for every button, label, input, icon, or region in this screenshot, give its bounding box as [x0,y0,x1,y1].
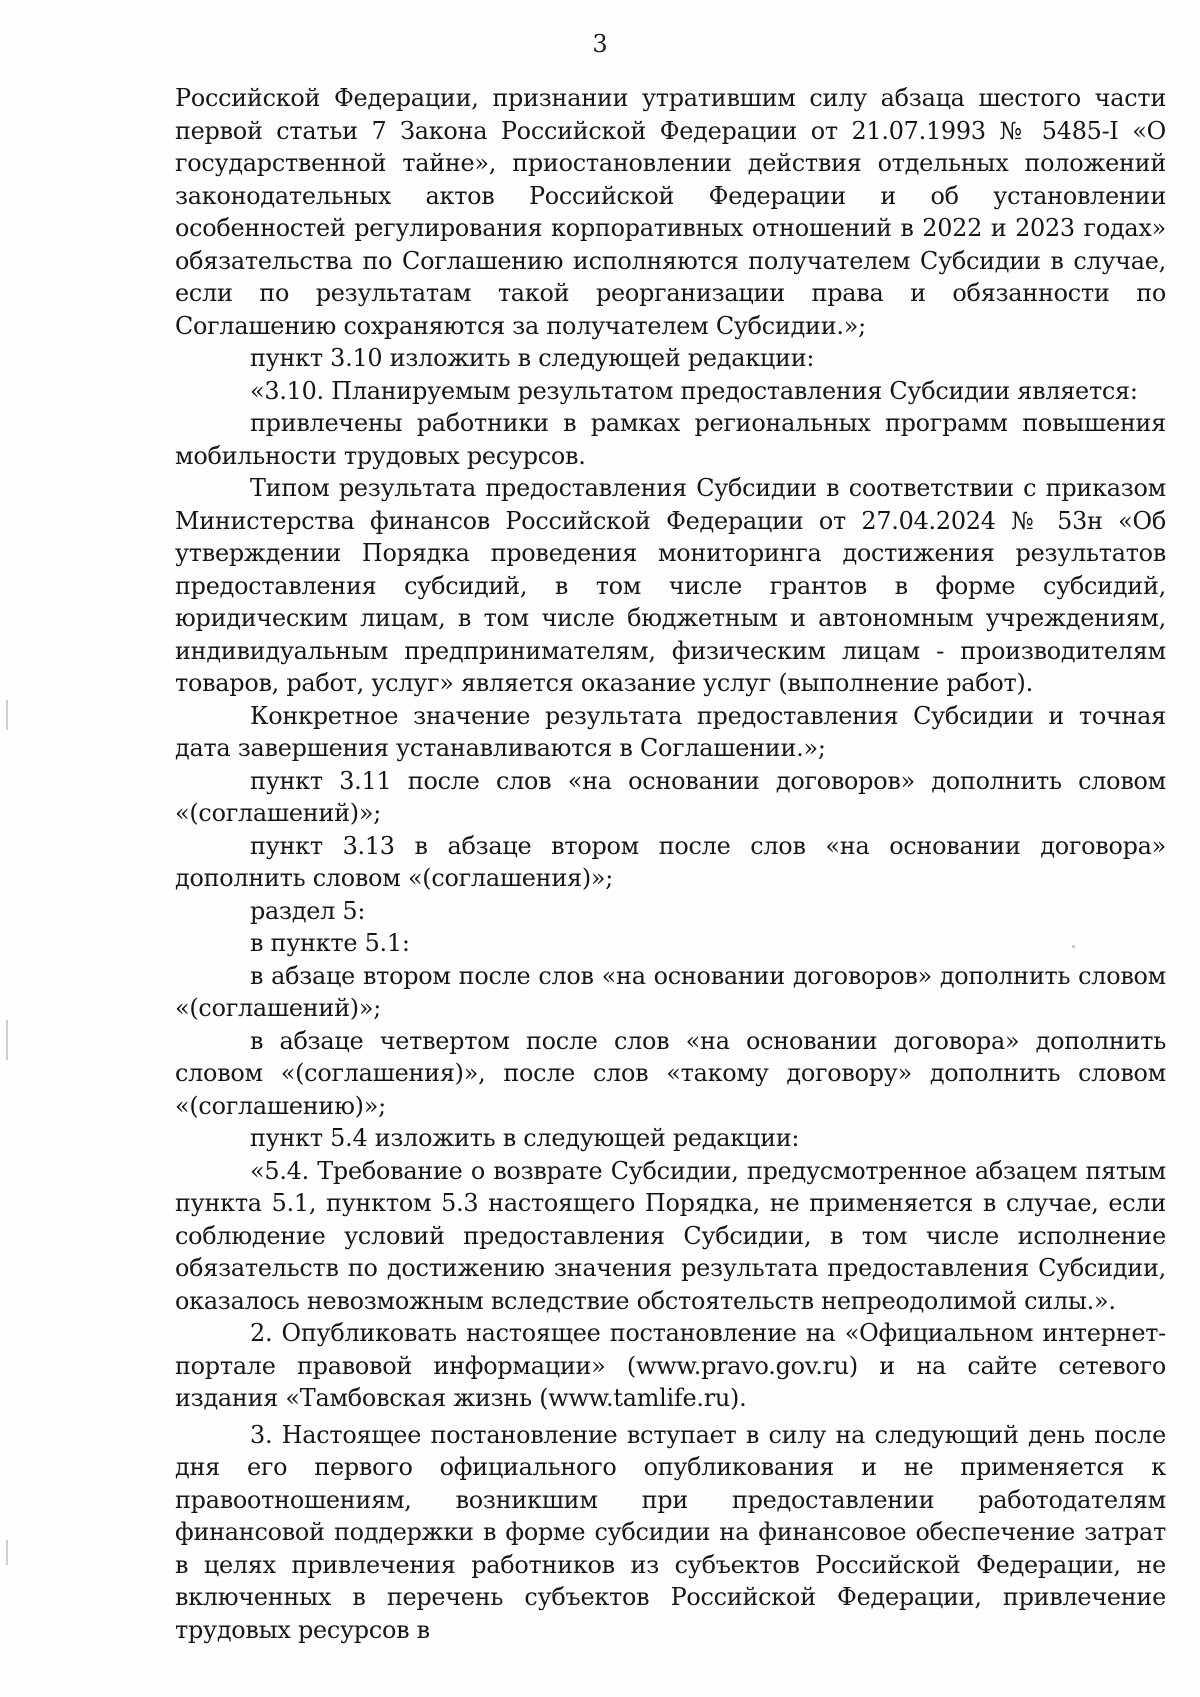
paragraph-13: пункт 5.4 изложить в следующей редакции: [250,1124,800,1152]
paragraph-8: пункт 3.13 в абзаце втором после слов «на основании договора» дополнить словом «(соглашения)»; [175,831,1166,892]
paragraph-2: пункт 3.10 изложить в следующей редакции: [250,344,815,372]
paragraph-14: «5.4. Требование о возврате Субсидии, предусмотренное абзацем пятым пункта 5.1, пунктом 5.3 настоящего Порядка, не применяется в случае, если соблюдение условий предоставления Субсидии, в том числе исполнение обязательств по достижению значения результата предоставления Субсидии, оказалось невозможным вследствие обстоятельств непреодолимой силы.». [175,1156,1166,1315]
paragraph-10: в пункте 5.1: [250,929,410,957]
paragraph-9: раздел 5: [250,896,366,925]
paragraph-16: 3. Настоящее постановление вступает в силу на следующий день после дня его первого официального опубликования и не применяется к правоотношениям, возникшим при предоставлении работодателям финансовой поддержки в форме субсидии на финансовое обеспечение затрат в целях привлечения работников из субъектов Российской Федерации, не включенных в перечень субъектов Российской Федерации, привлечение трудовых ресурсов в [175,1420,1166,1644]
scan-edge-mark [6,1020,8,1060]
scan-edge-marks [0,0,12,1697]
paragraph-4: привлечены работники в рамках региональных программ повышения мобильности трудовых ресурсов. [175,409,1166,470]
paragraph-15: 2. Опубликовать настоящее постановление на «Официальном интернет-портале правовой информации» (www.pravo.gov.ru) и на сайте сетевого издания «Тамбовская жизнь (www.tamlife.ru). [175,1319,1166,1412]
paragraph-7: пункт 3.11 после слов «на основании договоров» дополнить словом «(соглашений)»; [175,766,1166,827]
paragraph-1: Российской Федерации, признании утратившим силу абзаца шестого части первой статьи 7 Закона Российской Федерации от 21.07.1993 № 5485-I «О государственной тайне», приостановлении действия отдельных положений законодательных актов Российской Федерации и об установлении особенностей регулирования корпоративных отношений в 2022 и 2023 годах» обязательства по Соглашению исполняются получателем Субсидии в случае, если по результатам такой реорганизации права и обязанности по Соглашению сохраняются за получателем Субсидии.»; [175,84,1166,340]
paragraph-12: в абзаце четвертом после слов «на основании договора» дополнить словом «(соглашения)», после слов «такому договору» дополнить словом «(соглашению)»; [175,1026,1166,1120]
document-body [175,82,1166,1646]
paragraph-3: «3.10. Планируемым результатом предоставления Субсидии является: [250,376,1138,405]
scan-edge-mark [6,1540,8,1565]
scan-edge-mark [6,700,8,730]
paragraph-5: Типом результата предоставления Субсидии в соответствии с приказом Министерства финансов Российской Федерации от 27.04.2024 № 53н «Об утверждении Порядка проведения мониторинга достижения результатов предоставления субсидий, в том числе грантов в форме субсидий, юридическим лицам, в том числе бюджетным и автономным учреждениям, индивидуальным предпринимателям, физическим лицам - производителям товаров, работ, услуг» является оказание услуг (выполнение работ). [175,474,1166,697]
page-number: 3 [592,30,608,58]
paragraph-11: в абзаце втором после слов «на основании договоров» дополнить словом «(соглашений)»; [175,961,1166,1022]
paragraph-6: Конкретное значение результата предоставления Субсидии и точная дата завершения устанавливаются в Соглашении.»; [175,701,1166,762]
